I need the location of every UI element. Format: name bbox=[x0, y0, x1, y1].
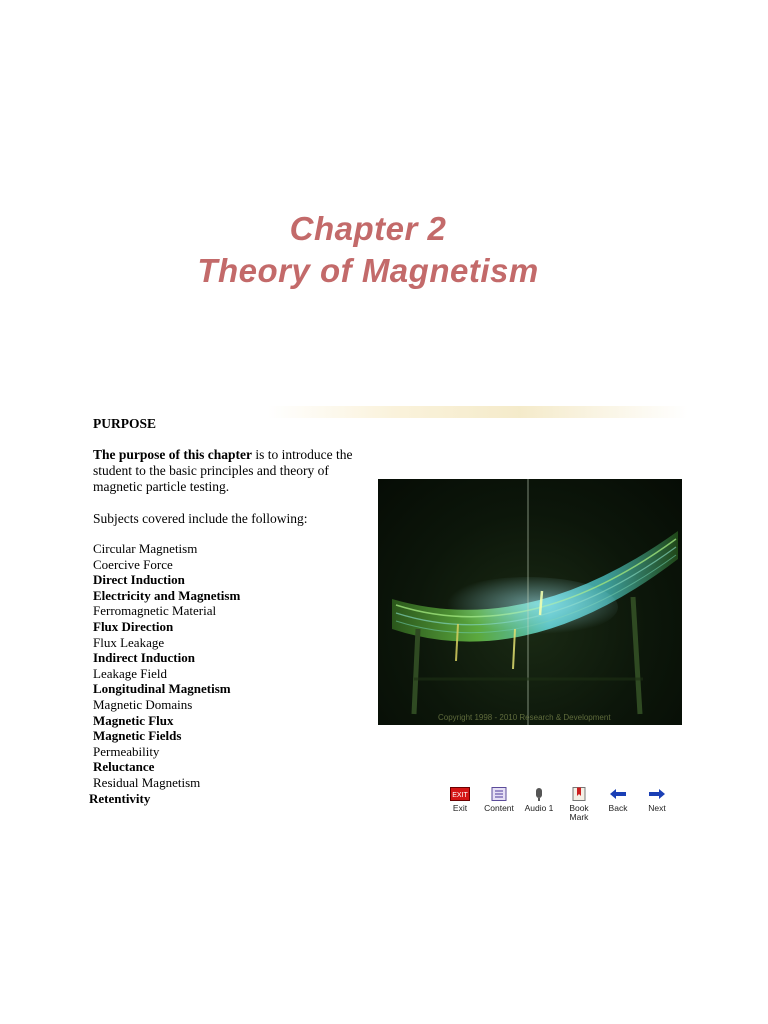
next-label: Next bbox=[648, 803, 666, 813]
content-label: Content bbox=[484, 803, 514, 813]
subject-item: Circular Magnetism bbox=[93, 541, 198, 556]
subject-item: Leakage Field bbox=[93, 665, 167, 681]
subject-item: Magnetic Flux bbox=[93, 712, 174, 728]
purpose-intro-bold: The purpose of this chapter bbox=[93, 447, 253, 462]
back-label: Back bbox=[608, 803, 628, 813]
subject-item: Flux Leakage bbox=[93, 634, 165, 650]
bookmark-button[interactable] bbox=[562, 787, 596, 822]
subject-item: Magnetic Fields bbox=[93, 728, 182, 744]
exit-button[interactable] bbox=[443, 787, 477, 813]
chapter-number: Chapter 2 bbox=[289, 210, 447, 247]
decorative-glow bbox=[268, 406, 688, 418]
subject-item: Permeability bbox=[93, 743, 160, 759]
next-button[interactable] bbox=[640, 787, 674, 813]
photo-caption: Copyright 1998 - 2010 Research & Development bbox=[438, 713, 611, 722]
next-arrow-icon bbox=[647, 787, 667, 801]
audio-button[interactable] bbox=[522, 787, 556, 813]
subject-item: Flux Direction bbox=[93, 618, 174, 634]
subject-item: Reluctance bbox=[93, 759, 155, 775]
subject-item: Ferromagnetic Material bbox=[93, 603, 217, 619]
subject-item: Indirect Induction bbox=[93, 650, 195, 666]
exit-icon bbox=[450, 787, 470, 801]
back-button[interactable] bbox=[601, 787, 635, 813]
purpose-heading: PURPOSE bbox=[93, 416, 157, 431]
exit-label: Exit bbox=[452, 803, 468, 813]
subject-item: Coercive Force bbox=[93, 556, 173, 572]
subject-item: Magnetic Domains bbox=[93, 696, 193, 712]
subject-item: Longitudinal Magnetism bbox=[93, 681, 231, 697]
subjects-heading: Subjects covered include the following: bbox=[93, 511, 308, 526]
purpose-intro-text: is to introduce the student to the basic principles and theory of magnetic particle testing. bbox=[93, 447, 353, 494]
subjects-list bbox=[89, 541, 241, 806]
magnetic-particle-photo bbox=[378, 479, 682, 725]
audio-icon bbox=[529, 787, 549, 801]
bookmark-label: Book Mark bbox=[569, 803, 589, 822]
back-arrow-icon bbox=[608, 787, 628, 801]
subject-item: Electricity and Magnetism bbox=[93, 587, 241, 603]
bookmark-icon bbox=[569, 787, 589, 801]
chapter-title: Theory of Magnetism bbox=[197, 252, 539, 289]
purpose-intro bbox=[93, 447, 378, 495]
photo-illustration bbox=[378, 479, 682, 725]
content-button[interactable] bbox=[482, 787, 516, 813]
subject-item: Retentivity bbox=[89, 790, 151, 806]
subject-item: Direct Induction bbox=[93, 572, 185, 588]
subject-item: Residual Magnetism bbox=[93, 774, 201, 790]
content-icon bbox=[489, 787, 509, 801]
navigation-bar bbox=[0, 787, 768, 827]
audio-label: Audio 1 bbox=[524, 803, 554, 813]
exit-icon-text: EXIT bbox=[452, 792, 468, 799]
